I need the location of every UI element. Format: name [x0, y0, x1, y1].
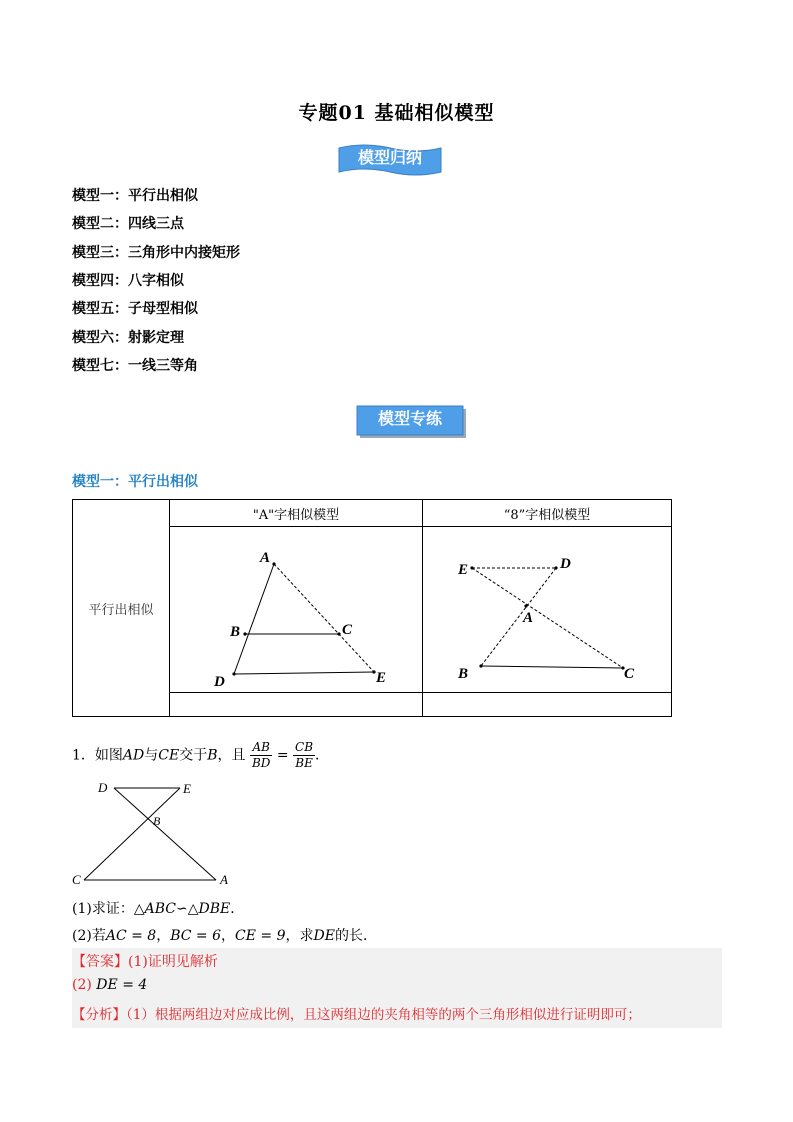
question-1-stem: 1．如图AD与CE交于B，且 $\frac{AB}{BD}$ = $\frac{CB}{BE}$ ．	[72, 740, 330, 770]
figure-a-model-cell	[170, 527, 423, 693]
answer-line-1: 【答案】(1)证明见解析	[72, 954, 218, 970]
fraction-cb-be: $\frac{CB}{BE}$	[295, 740, 314, 770]
model-list-item-1: 模型一：平行出相似	[72, 188, 198, 204]
label-B: B	[153, 814, 161, 828]
table-row-header: 平行出相似	[73, 500, 170, 717]
label-B: B	[458, 665, 469, 682]
banner-model-practice	[356, 404, 468, 436]
label-E: E	[458, 561, 469, 578]
model-table	[72, 499, 672, 717]
label-D: D	[214, 673, 225, 690]
banner-model-practice-label: 模型专练	[377, 409, 442, 428]
label-E: E	[376, 669, 387, 686]
label-C: C	[624, 665, 635, 682]
analysis-line: 【分析】（1）根据两组边对应成比例，且这两组边的夹角相等的两个三角形相似进行证明即可；	[72, 1007, 641, 1023]
model-list-item-7: 模型七：一线三等角	[72, 358, 198, 374]
label-E: E	[183, 781, 191, 796]
model-list-item-5: 模型五：子母型相似	[72, 301, 198, 317]
figure-8-model	[424, 530, 670, 690]
answer-line-2: (2) DE = 4	[72, 977, 148, 993]
label-A: A	[260, 549, 271, 566]
question-1-figure	[70, 778, 240, 890]
question-1-part-2: (2)若AC = 8，BC = 6，CE = 9，求DE的长．	[72, 928, 377, 944]
model-list-item-6: 模型六：射影定理	[72, 330, 184, 346]
table-header-a-model: "A"字相似模型	[170, 500, 423, 527]
label-D: D	[98, 780, 108, 795]
label-A: A	[220, 872, 228, 887]
table-empty-cell	[170, 693, 423, 717]
section-heading-model-1: 模型一：平行出相似	[72, 474, 198, 490]
label-C: C	[72, 872, 81, 887]
table-header-8-model: “8”字相似模型	[423, 500, 672, 527]
fraction-ab-bd: $\frac{AB}{BD}$	[251, 740, 271, 770]
table-empty-cell	[423, 693, 672, 717]
model-list-item-3: 模型三：三角形中内接矩形	[72, 245, 240, 261]
model-list-item-4: 模型四：八字相似	[72, 273, 184, 289]
figure-a-model	[176, 530, 416, 690]
model-list-item-2: 模型二：四线三点	[72, 216, 184, 232]
page-title: 专题01 基础相似模型	[298, 102, 495, 124]
label-C: C	[342, 621, 353, 638]
label-D: D	[560, 555, 571, 572]
banner-model-summary	[336, 143, 444, 175]
label-B: B	[230, 623, 241, 640]
question-1-part-1: (1)求证：△ABC∽△DBE．	[72, 901, 245, 917]
figure-8-model-cell	[423, 527, 672, 693]
banner-model-summary-label: 模型归纳	[357, 148, 422, 167]
label-A: A	[523, 609, 534, 626]
